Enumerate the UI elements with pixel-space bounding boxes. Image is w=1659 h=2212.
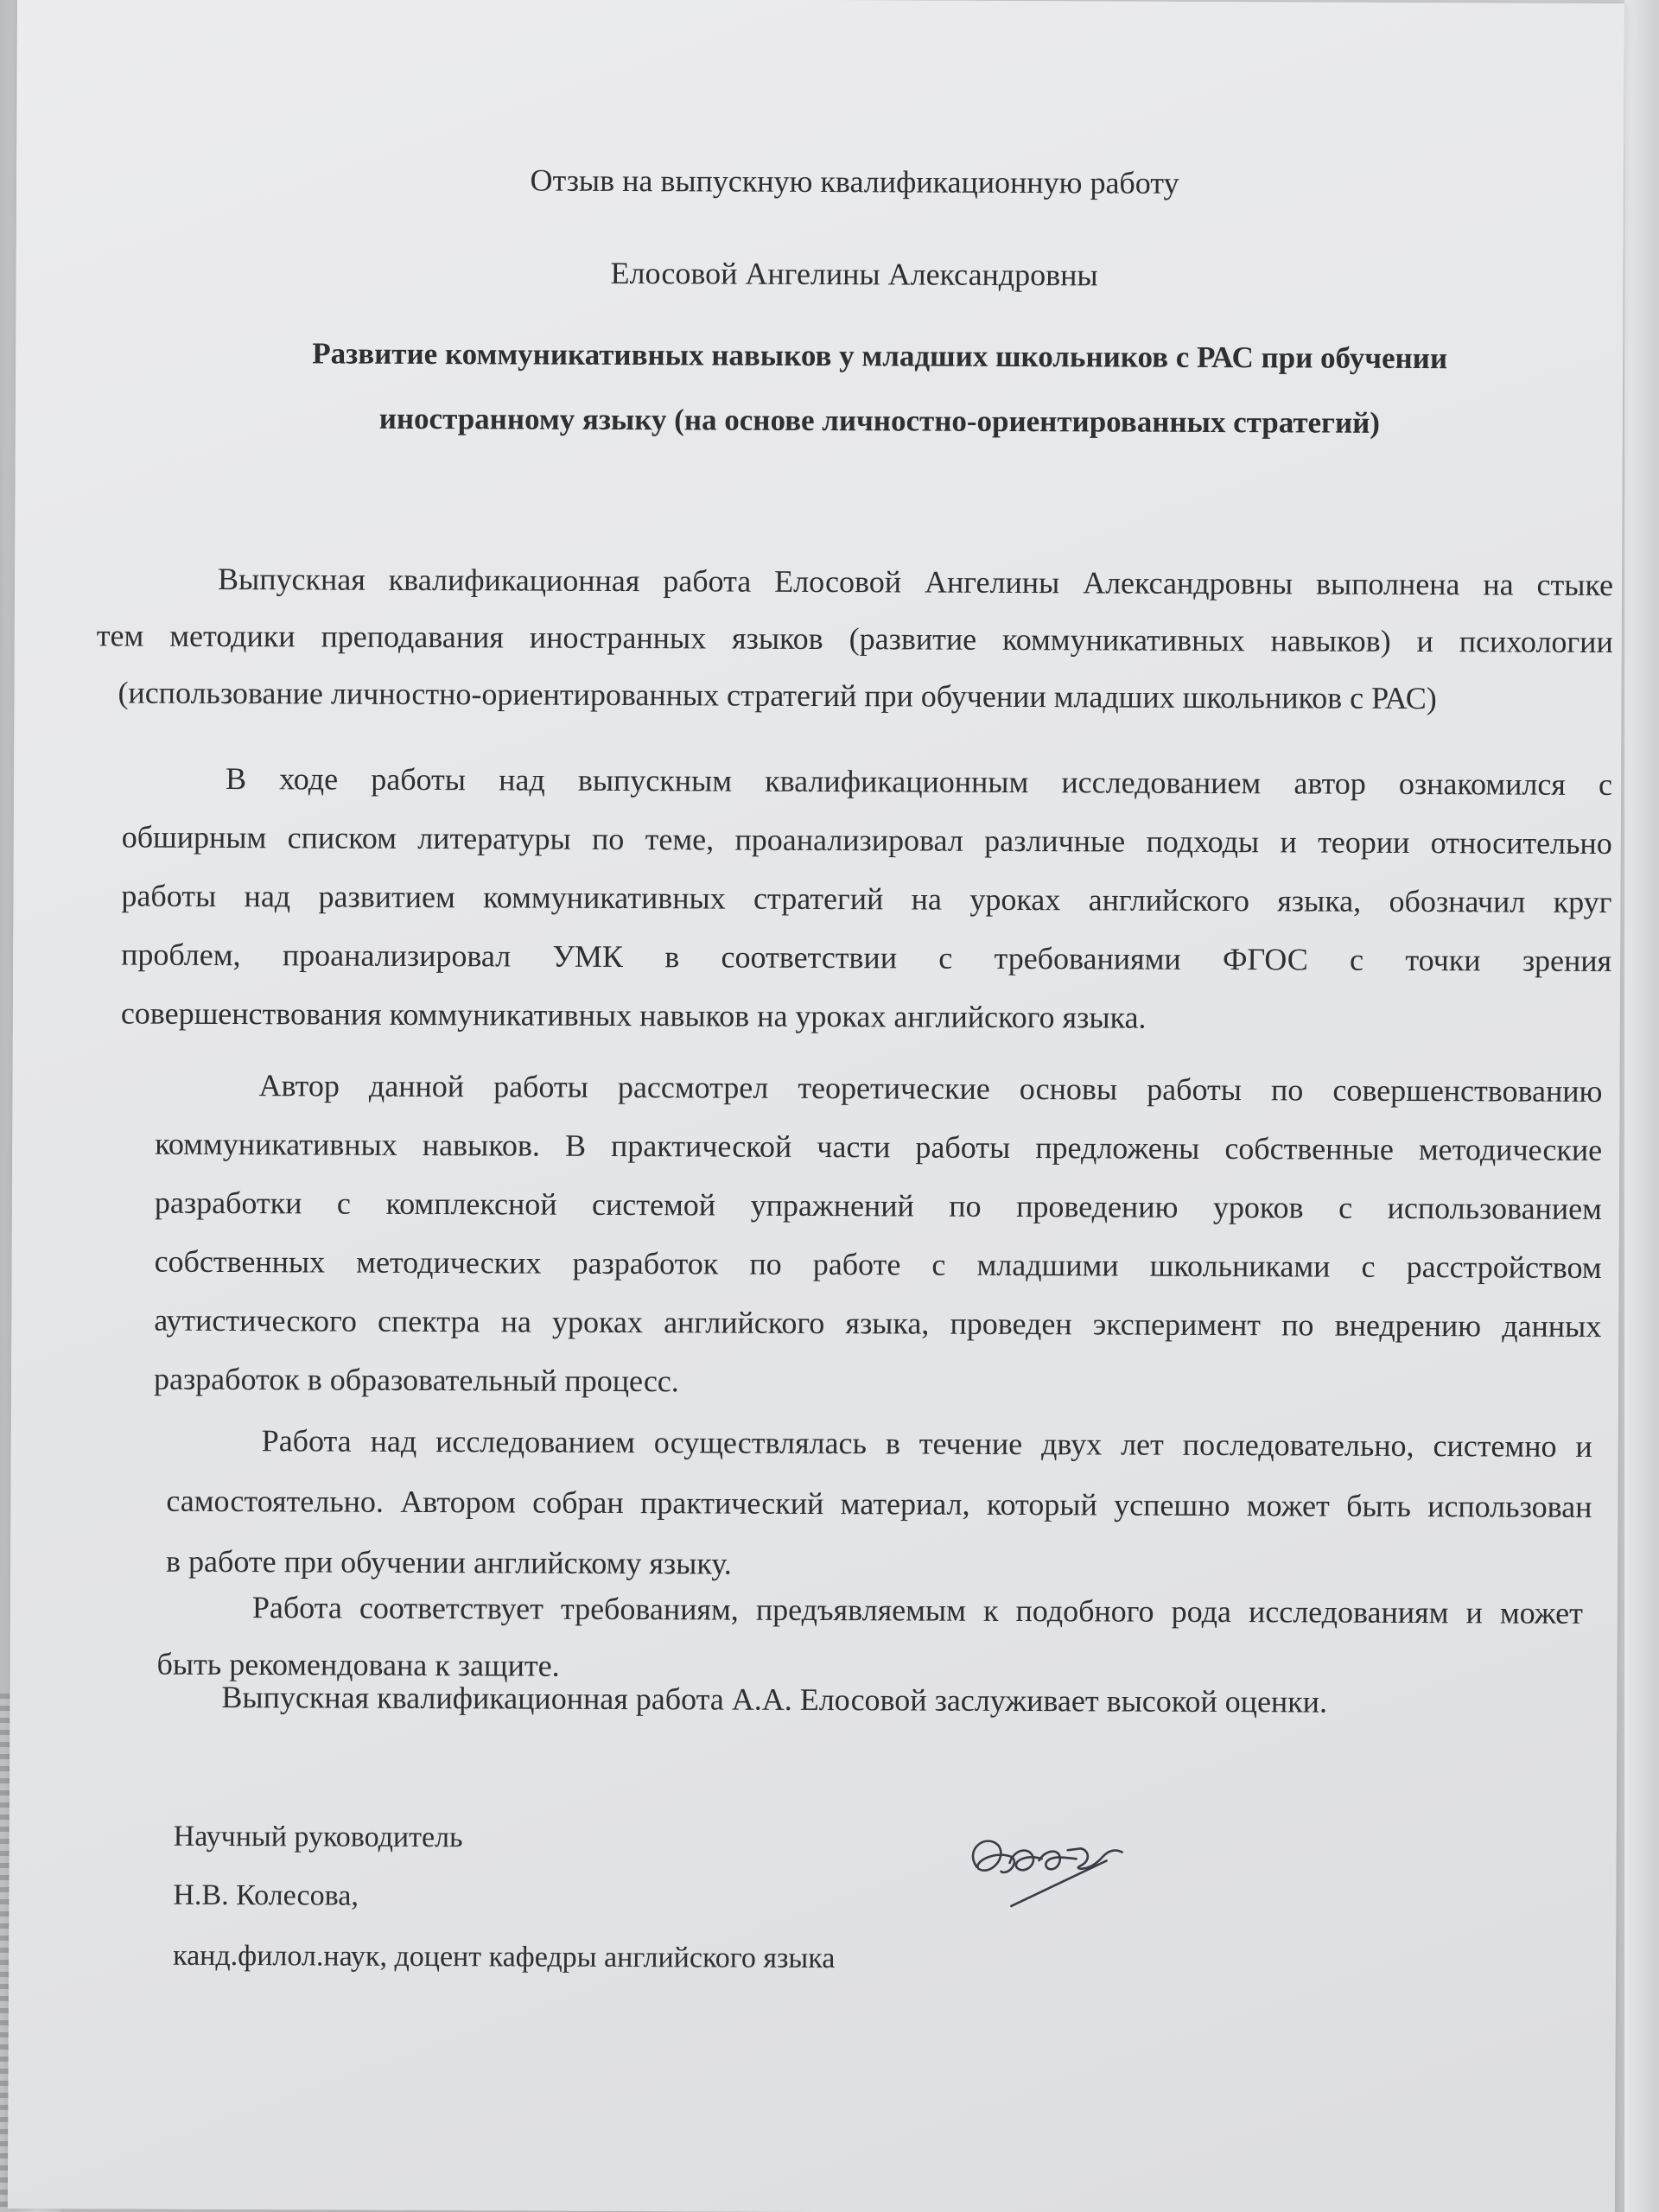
paragraph-line: разработки с комплексной системой упражнений по проведению уроков с использованием: [154, 1185, 1602, 1226]
supervisor-role: Научный руководитель: [173, 1820, 463, 1854]
paragraph-6: Выпускная квалификационная работа А.А. Елосовой заслуживает высокой оценки.: [221, 1679, 1328, 1719]
paragraph-1: [96, 550, 1613, 728]
right-background-edge: [1624, 0, 1659, 2212]
paragraph-line: в работе при обучении английскому языку.: [166, 1543, 732, 1581]
paragraph-line: разработок в образовательный процесс.: [153, 1361, 679, 1399]
paragraph-line: Выпускная квалификационная работа Елосовой Ангелины Александровны выполнена на стыке: [217, 561, 1614, 603]
paragraph-line: самостоятельно. Автором собран практический материал, который успешно может быть использован: [166, 1483, 1592, 1524]
paragraph-line: Работа соответствует требованиям, предъявляемым к подобного рода исследованиям и может: [251, 1590, 1583, 1630]
paragraph-line: Автор данной работы рассмотрел теоретические основы работы по совершенствованию: [258, 1068, 1603, 1109]
supervisor-name: Н.В. Колесова,: [173, 1878, 359, 1912]
document-sheet: [8, 0, 1624, 2212]
paragraph-4: [166, 1410, 1592, 1598]
supervisor-position: канд.филол.наук, доцент кафедры английского языка: [173, 1939, 836, 1975]
paragraph-line: (использование личностно-ориентированных стратегий при обучении младших школьников с РАС): [118, 675, 1437, 716]
paragraph-line: коммуникативных навыков. В практической части работы предложены собственные методические: [155, 1126, 1603, 1167]
paragraph-3: [154, 1056, 1603, 1414]
paragraph-line: Работа над исследованием осуществлялась в течение двух лет последовательно, системно и: [261, 1423, 1592, 1464]
paragraph-line: собственных методических разработок по работе с младшими школьниками с расстройством: [154, 1243, 1602, 1285]
document-title: Отзыв на выпускную квалификационную работу: [530, 162, 1179, 200]
paragraph-line: проблем, проанализировал УМК в соответствии с требованиями ФГОС с точки зрения: [121, 937, 1612, 979]
paragraph-line: В ходе работы над выпускным квалификационным исследованием автор ознакомился с: [225, 761, 1613, 803]
paragraph-line: работы над развитием коммуникативных стратегий на уроках английского языка, обозначил круг: [121, 878, 1612, 920]
author-name: Елосовой Ангелины Александровны: [610, 255, 1098, 293]
topic-line-2: иностранному языку (на основе личностно-ориентированных стратегий): [378, 401, 1381, 440]
review-document: [8, 0, 1624, 2212]
paragraph-2: [121, 748, 1612, 1049]
paragraph-line: тем методики преподавания иностранных языков (развитие коммуникативных навыков) и психологии: [96, 618, 1613, 660]
paragraph-line: совершенствования коммуникативных навыков на уроках английского языка.: [120, 995, 1147, 1035]
paragraph-line: быть рекомендована к защите.: [156, 1646, 560, 1683]
paragraph-line: аутистического спектра на уроках английского языка, проведен эксперимент по внедрению данных: [154, 1302, 1602, 1344]
paragraph-line: обширным списком литературы по теме, проанализировал различные подходы и теории относительно: [121, 819, 1612, 861]
topic-line-1: Развитие коммуникативных навыков у младших школьников с РАС при обучении: [312, 336, 1448, 376]
handwritten-signature: [959, 1824, 1132, 1920]
